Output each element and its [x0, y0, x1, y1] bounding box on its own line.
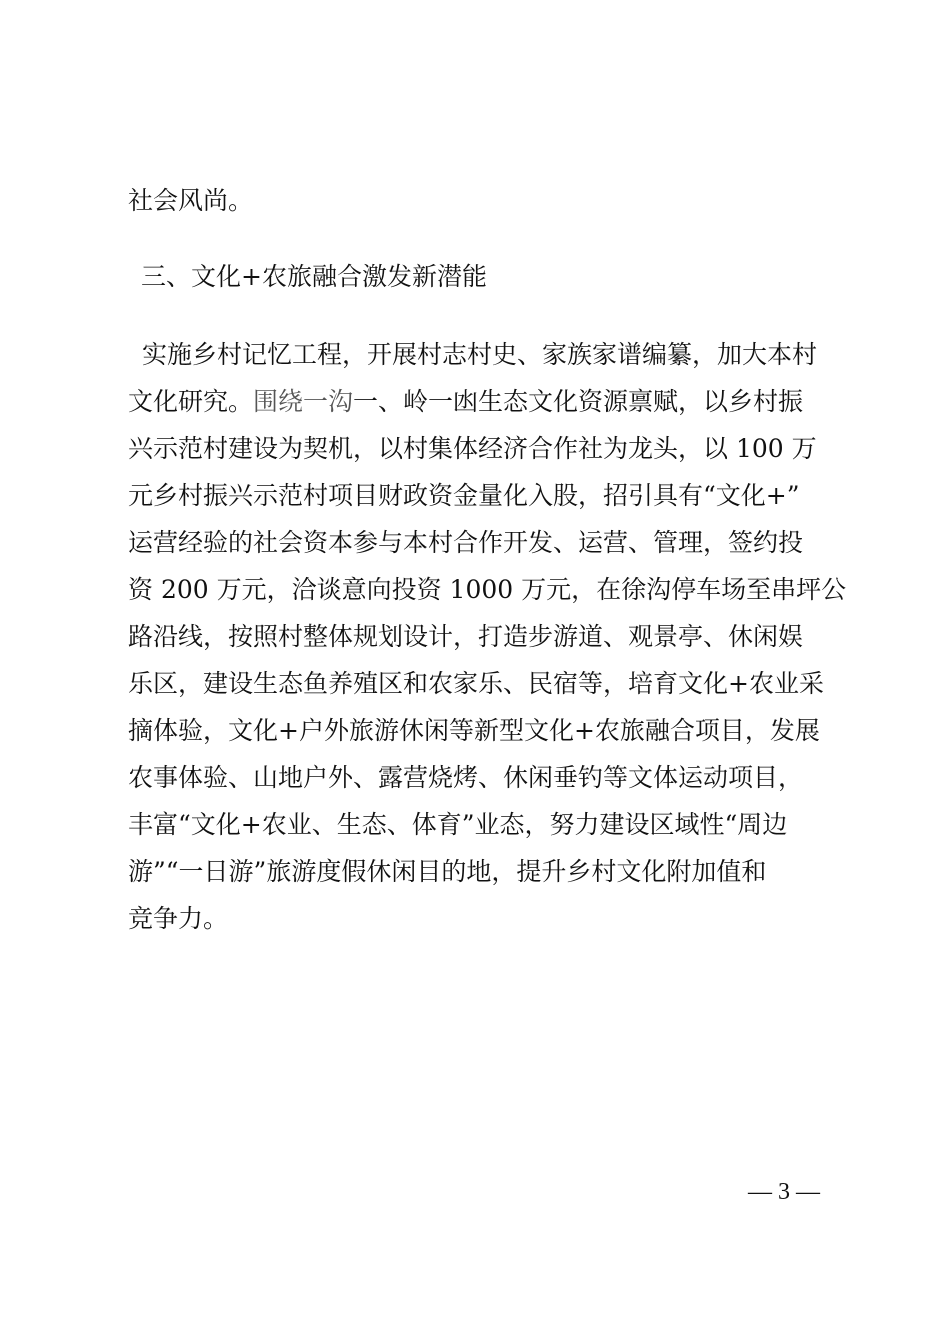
paragraph-line-text	[128, 384, 803, 431]
paragraph-line-text: 元乡村振兴示范村项目财政资金量化入股，招引具有“文化+”	[128, 481, 800, 510]
body-paragraph	[128, 337, 848, 948]
paragraph-line	[128, 525, 848, 572]
paragraph-line	[128, 666, 848, 713]
paragraph-line	[128, 478, 848, 525]
paragraph-line-text: 游”“一日游”旅游度假休闲目的地，提升乡村文化附加值和	[128, 857, 767, 886]
paragraph-line	[128, 572, 848, 619]
section-heading: 三、文化+农旅融合激发新潜能	[141, 262, 487, 291]
paragraph-text-segment: 一、岭一凼生态文化资源禀赋，以乡村振	[353, 387, 804, 416]
paragraph-line-text: 运营经验的社会资本参与本村合作开发、运营、管理，签约投	[128, 528, 804, 557]
paragraph-line	[128, 384, 848, 431]
paragraph-line	[128, 431, 848, 478]
paragraph-line	[128, 760, 848, 807]
continuation-line: 社会风尚。	[128, 186, 254, 215]
paragraph-line-text: 兴示范村建设为契机，以村集体经济合作社为龙头，以 100 万	[128, 434, 817, 463]
paragraph-text-segment-light: 围绕一沟	[253, 387, 354, 416]
paragraph-line	[128, 854, 848, 901]
paragraph-line	[128, 713, 848, 760]
page-number: — 3 —	[748, 1179, 820, 1205]
paragraph-line-text: 资 200 万元，洽谈意向投资 1000 万元，在徐沟停车场至串坪公	[128, 575, 847, 604]
paragraph-text-segment: 文化研究。	[128, 387, 254, 416]
paragraph-line-text: 农事体验、山地户外、露营烧烤、休闲垂钓等文体运动项目，	[128, 763, 804, 792]
paragraph-line-text: 竞争力。	[128, 904, 229, 933]
paragraph-line	[128, 901, 848, 948]
paragraph-line-text: 乐区，建设生态鱼养殖区和农家乐、民宿等，培育文化+农业采	[128, 669, 824, 698]
paragraph-line	[128, 337, 848, 384]
paragraph-line-text: 实施乡村记忆工程，开展村志村史、家族家谱编纂，加大本村	[142, 340, 818, 369]
paragraph-line-text: 丰富“文化+农业、生态、体育”业态，努力建设区域性“周边	[128, 810, 788, 839]
paragraph-line	[128, 807, 848, 854]
paragraph-line	[128, 619, 848, 666]
paragraph-line-text: 摘体验，文化+户外旅游休闲等新型文化+农旅融合项目，发展	[128, 716, 820, 745]
paragraph-line-text: 路沿线，按照村整体规划设计，打造步游道、观景亭、休闲娱	[128, 622, 804, 651]
